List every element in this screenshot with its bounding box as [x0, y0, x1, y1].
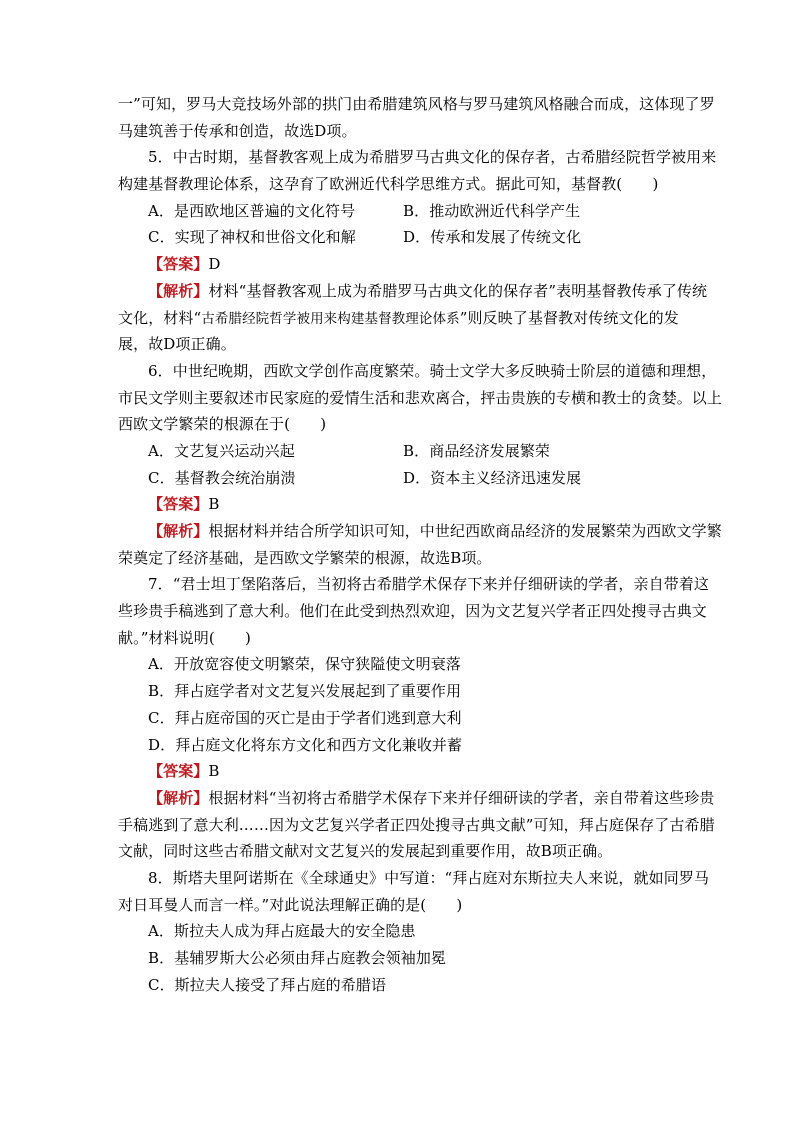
question-6-analysis-line-2: 荣奠定了经济基础，是西欧文学繁荣的根源，故选B项。: [118, 548, 492, 567]
document-page: [118, 91, 723, 998]
question-5-analysis-line-3: 展，故D项正确。: [118, 335, 236, 354]
question-5-options-row-2: [118, 224, 684, 251]
question-6-analysis-line-1: [118, 518, 722, 545]
question-7-analysis-line-2: 手稿逃到了意大利……因为文艺复兴学者正四处搜寻古典文献”可知，拜占庭保存了古希腊: [118, 815, 715, 834]
question-8-stem-line-1: 8．斯塔夫里阿诺斯在《全球通史》中写道：“拜占庭对东斯拉夫人来说，就如同罗马: [148, 868, 710, 887]
option-b: B．基辅罗斯大公必须由拜占庭教会领袖加冕: [148, 949, 447, 967]
option-b: B．拜占庭学者对文艺复兴发展起到了重要作用: [148, 682, 462, 701]
question-6-options-row-2: [118, 465, 684, 492]
option-a: A．开放宽容使文明繁荣，保守狭隘使文明衰落: [148, 655, 461, 674]
question-6-answer: [118, 491, 684, 518]
option-b: B．推动欧洲近代科学产生: [403, 201, 581, 220]
question-6-stem-line-3: 西欧文学繁荣的根源在于( ): [118, 415, 327, 434]
question-5-analysis-line-2: [118, 305, 684, 332]
option-c: C．拜占庭帝国的灭亡是由于学者们逃到意大利: [148, 708, 462, 727]
question-7: [118, 571, 715, 865]
question-6-stem-line-1: 6．中世纪晚期，西欧文学创作高度繁荣。骑士文学大多反映骑士阶层的道德和理想，: [148, 361, 717, 380]
question-5: [118, 144, 717, 358]
analysis-text-part: 文化，材料“: [118, 308, 202, 327]
question-6-options-row-1: [118, 438, 684, 465]
option-c: C．基督教会统治崩溃: [148, 468, 296, 487]
option-d: D．资本主义经济迅速发展: [403, 468, 582, 487]
option-b: B．商品经济发展繁荣: [403, 441, 551, 460]
analysis-tag: 【解析】: [148, 522, 209, 540]
option-c: C．斯拉夫人接受了拜占庭的希腊语: [148, 975, 387, 994]
analysis-text: 根据材料并结合所学知识可知，中世纪西欧商品经济的发展繁荣为西欧文学繁: [208, 522, 722, 540]
question-7-answer: [118, 758, 684, 785]
analysis-text-part: ”则反映了基督教对传统文化的发: [459, 308, 679, 327]
analysis-text: 根据材料“当初将古希腊学术保存下来并仔细研读的学者，亲自带着这些珍贵: [208, 788, 715, 807]
question-7-stem-line-1: 7．“君士坦丁堡陷落后，当初将古希腊学术保存下来并仔细研读的学者，亲自带着这: [148, 575, 710, 594]
option-d: D．拜占庭文化将东方文化和西方文化兼收并蓄: [148, 735, 463, 754]
analysis-tag: 【解析】: [148, 281, 209, 300]
analysis-text: 材料“基督教客观上成为希腊罗马古典文化的保存者”表明基督教传承了传统: [208, 281, 708, 300]
option-d: D．传承和发展了传统文化: [403, 228, 582, 247]
intro-line-2: 马建筑善于传承和创造，故选D项。: [118, 121, 357, 140]
option-a: A．斯拉夫人成为拜占庭最大的安全隐患: [148, 922, 416, 941]
question-7-stem-line-2: 些珍贵手稿逃到了意大利。他们在此受到热烈欢迎，因为文艺复兴学者正四处搜寻古典文: [118, 602, 707, 621]
answer-tag: 【答案】: [148, 255, 209, 274]
question-7-analysis-line-1: [118, 785, 715, 812]
question-7-analysis-line-3: 文献，同时这些古希腊文献对文艺复兴的发展起到重要作用，故B项正确。: [118, 842, 613, 861]
question-5-stem-line-2: 构建基督教理论体系，这孕育了欧洲近代科学思维方式。据此可知，基督教( ): [118, 175, 659, 194]
answer-value: D: [208, 255, 221, 274]
question-5-stem-line-1: 5．中古时期，基督教客观上成为希腊罗马古典文化的保存者，古希腊经院哲学被用来: [148, 148, 717, 167]
option-c: C．实现了神权和世俗文化和解: [148, 228, 356, 247]
question-5-analysis-line-1: [118, 278, 708, 305]
option-a: A．是西欧地区普遍的文化符号: [148, 201, 356, 220]
answer-tag: 【答案】: [148, 762, 209, 781]
question-6-stem-line-2: 市民文学则主要叙述市民家庭的爱情生活和悲欢离合，抨击贵族的专横和教士的贪婪。以上: [118, 388, 723, 407]
analysis-tag: 【解析】: [148, 788, 209, 807]
question-5-options-row-1: [118, 198, 684, 225]
answer-tag: 【答案】: [148, 495, 209, 514]
question-5-answer: [118, 251, 684, 278]
answer-value: B: [208, 762, 220, 781]
analysis-quote: 古希腊经院哲学被用来构建基督教理论体系: [201, 310, 460, 327]
question-8-stem-line-2: 对日耳曼人而言一样。”对此说法理解正确的是( ): [118, 895, 463, 914]
question-6: [118, 358, 723, 572]
option-a: A．文艺复兴运动兴起: [148, 441, 295, 460]
answer-value: B: [208, 495, 220, 514]
question-7-stem-line-3: 献。”材料说明( ): [118, 628, 251, 647]
intro-line-1: 一”可知，罗马大竞技场外部的拱门由希腊建筑风格与罗马建筑风格融合而成，这体现了罗: [118, 95, 715, 113]
question-8: [118, 865, 710, 998]
